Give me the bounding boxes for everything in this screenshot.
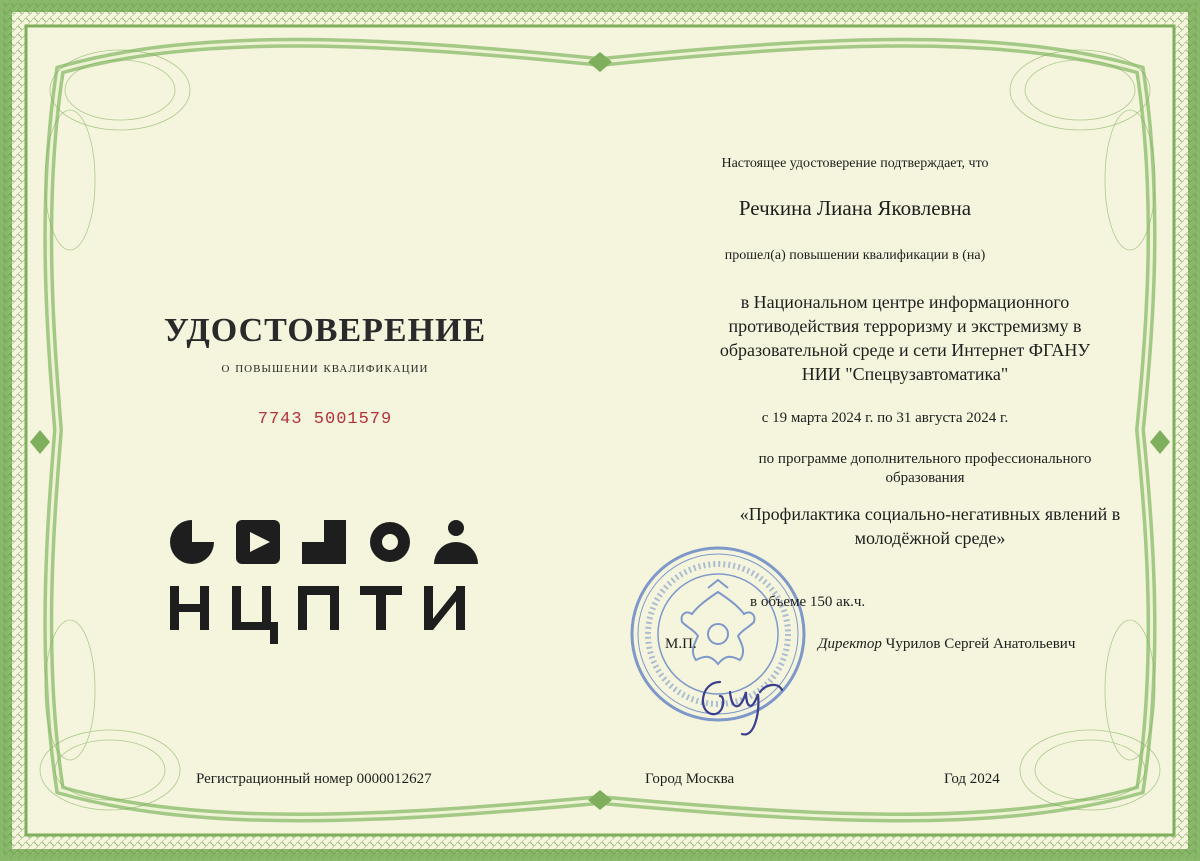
program-label: по программе дополнительного профессионального образования: [758, 451, 1092, 486]
recipient-name: Речкина Лиана Яковлевна: [738, 196, 972, 220]
confirmation-text: Настоящее удостоверение подтверждает, что: [721, 156, 989, 171]
training-period: с 19 марта 2024 г. по 31 августа 2024 г.: [761, 410, 1009, 426]
director-role: Директор: [818, 636, 882, 652]
course-volume: в объеме 150 ак.ч.: [750, 594, 866, 610]
completion-text: прошел(а) повышении квалификации в (на): [724, 248, 986, 263]
issue-city: Город Москва: [645, 771, 735, 787]
document-title: УДОСТОВЕРЕНИЕ: [163, 312, 487, 349]
director-name: Чурилов Сергей Анатольевич: [885, 636, 1076, 652]
program-name: «Профилактика социально-негативных явлений в молодёжной среде»: [739, 504, 1121, 548]
registration-number: Регистрационный номер 0000012627: [196, 771, 432, 787]
organization-name: в Национальном центре информационного противодействия терроризму и экстремизму в образовательной среде и сети Интернет ФГАНУ НИИ "Спецвузавтоматика": [719, 292, 1091, 384]
seal-place-label: М.П.: [665, 636, 697, 652]
certificate-number: 7743 5001579: [257, 410, 393, 429]
director-signature-icon: [690, 662, 790, 742]
document-subtitle: о повышении квалификации: [221, 360, 429, 376]
ncpti-logo: [170, 520, 480, 650]
issue-year: Год 2024: [944, 771, 1000, 787]
director-line: [818, 636, 1075, 653]
